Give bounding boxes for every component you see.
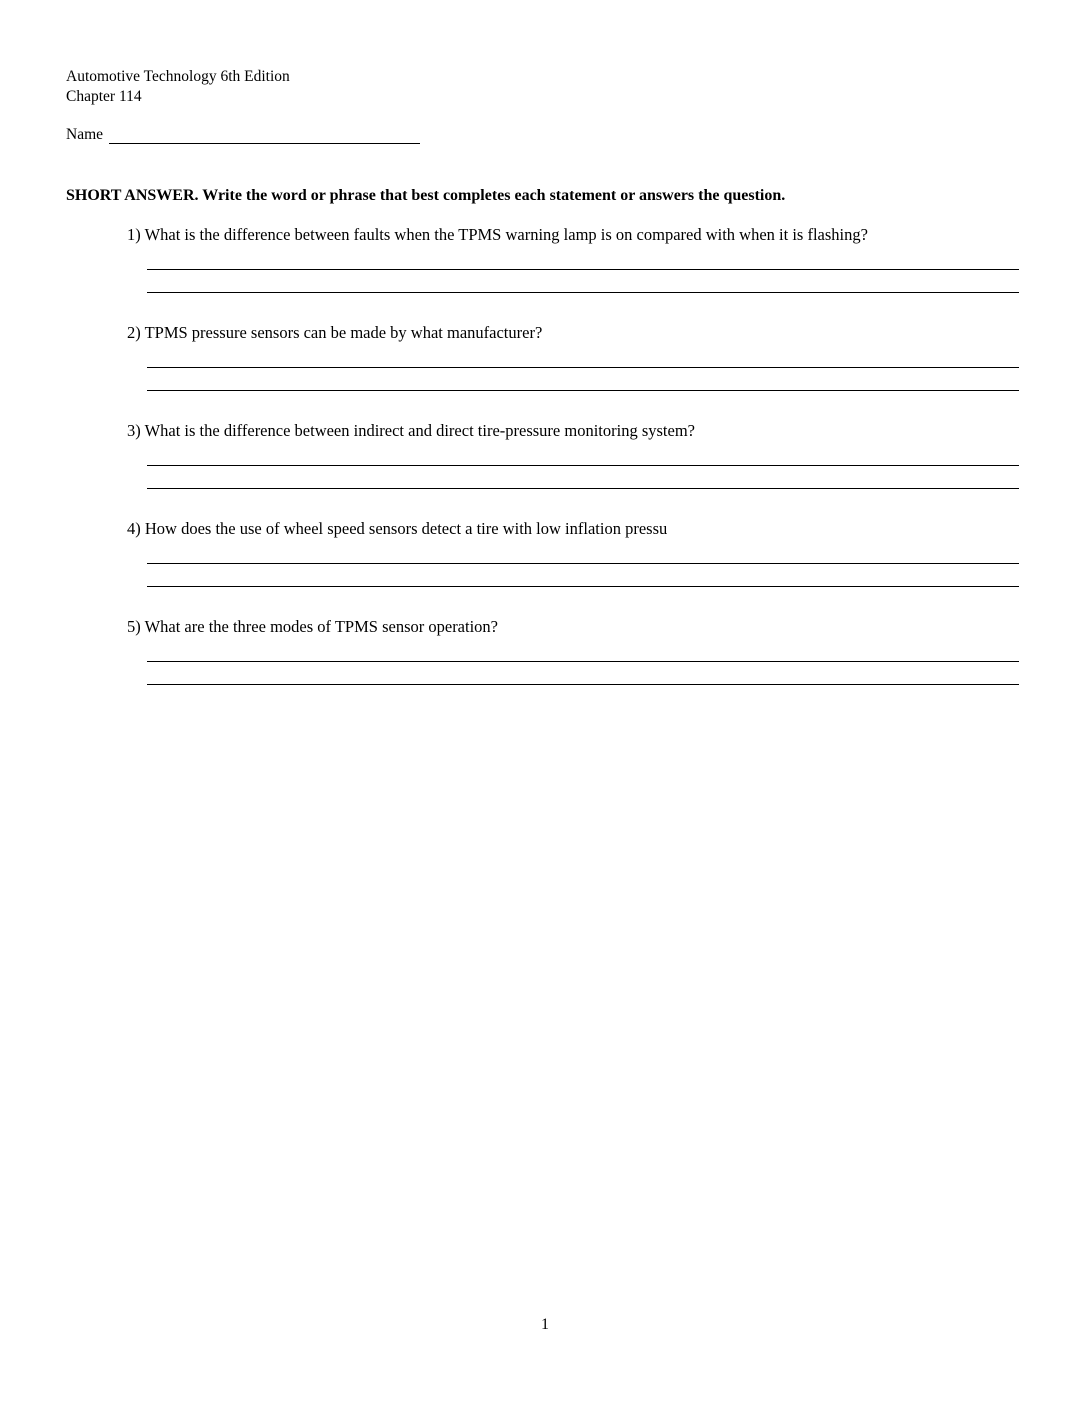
question-text: 2) TPMS pressure sensors can be made by what manufacturer? bbox=[127, 323, 543, 342]
question-text: 3) What is the difference between indirect and direct tire-pressure monitoring system? bbox=[127, 421, 695, 440]
question-1 bbox=[127, 224, 1027, 304]
answer-line[interactable] bbox=[147, 586, 1019, 587]
question-2 bbox=[127, 322, 1027, 402]
question-text: 4) How does the use of wheel speed sensors detect a tire with low inflation pressu bbox=[127, 519, 668, 538]
answer-line[interactable] bbox=[147, 563, 1019, 564]
answer-line[interactable] bbox=[147, 269, 1019, 270]
answer-line[interactable] bbox=[147, 390, 1019, 391]
chapter-label: Chapter 114 bbox=[66, 88, 142, 105]
section-instructions: SHORT ANSWER. Write the word or phrase that best completes each statement or answers the question. bbox=[66, 187, 786, 204]
answer-line[interactable] bbox=[147, 465, 1019, 466]
answer-line[interactable] bbox=[147, 292, 1019, 293]
question-5 bbox=[127, 616, 1027, 696]
answer-line[interactable] bbox=[147, 684, 1019, 685]
answer-line[interactable] bbox=[147, 367, 1019, 368]
question-text: 5) What are the three modes of TPMS sensor operation? bbox=[127, 617, 499, 636]
question-3 bbox=[127, 420, 1027, 500]
page-number: 1 bbox=[541, 1316, 549, 1333]
question-4 bbox=[127, 518, 1027, 598]
name-field-row bbox=[66, 125, 426, 145]
question-text: 1) What is the difference between faults when the TPMS warning lamp is on compared with when it is flashing? bbox=[127, 225, 868, 244]
book-title: Automotive Technology 6th Edition bbox=[66, 68, 290, 85]
answer-line[interactable] bbox=[147, 488, 1019, 489]
answer-line[interactable] bbox=[147, 661, 1019, 662]
name-label: Name bbox=[66, 126, 104, 143]
name-blank-line[interactable] bbox=[109, 143, 420, 144]
